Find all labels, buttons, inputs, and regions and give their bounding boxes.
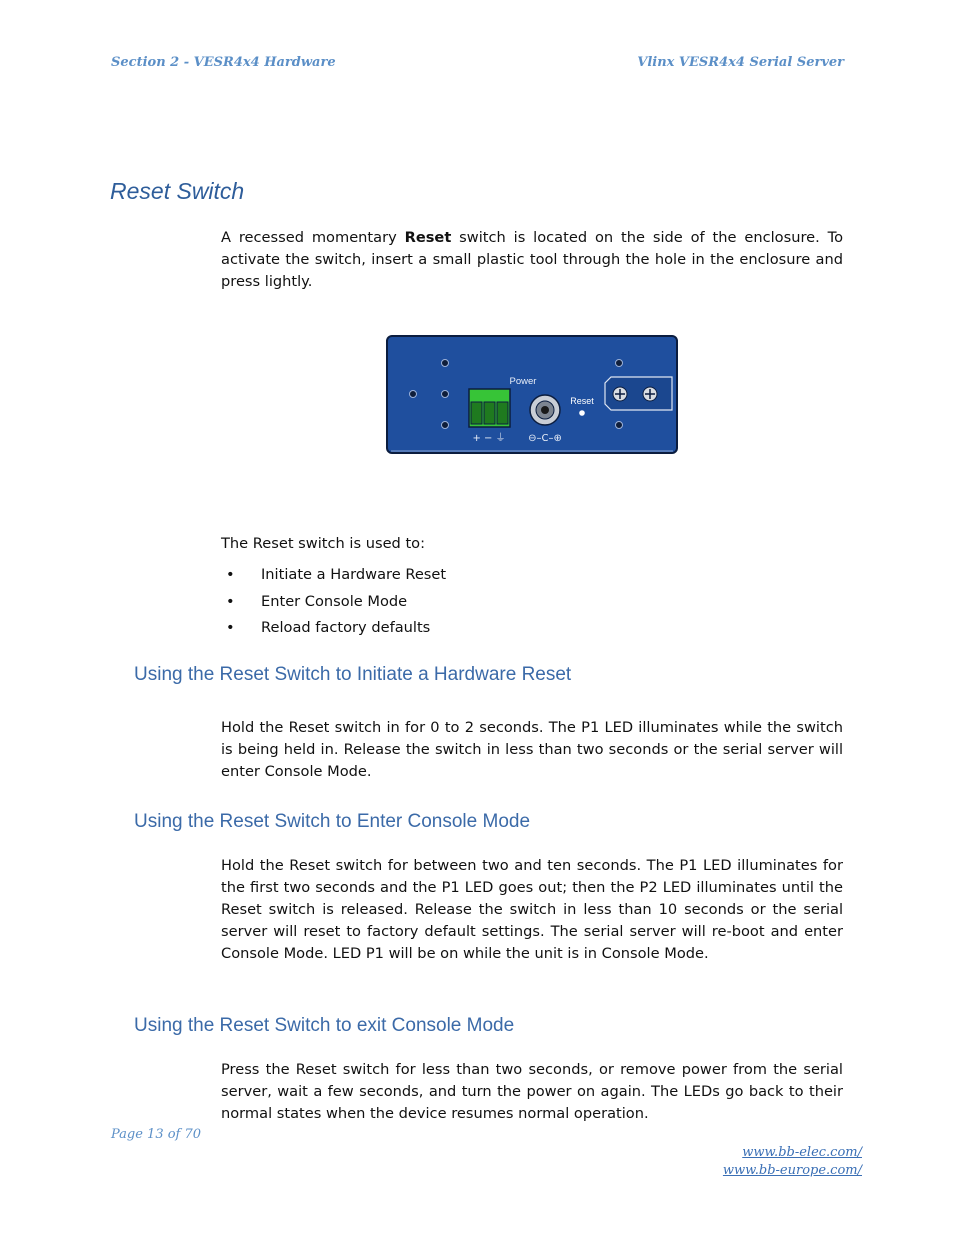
bullet-icon: •: [226, 619, 235, 636]
section-title: Reset Switch: [110, 178, 245, 204]
device-panel-figure: [385, 334, 679, 456]
subsection-title-exit-console: Using the Reset Switch to exit Console Mode: [134, 1015, 515, 1036]
screw-icon: [442, 422, 449, 429]
list-item: • Initiate a Hardware Reset: [221, 563, 721, 590]
subsection-title-enter-console: Using the Reset Switch to Enter Console Mode: [134, 811, 531, 832]
subsection-title-hardware-reset: Using the Reset Switch to Initiate a Hardware Reset: [134, 664, 572, 685]
screw-icon: [442, 360, 449, 367]
intro-paragraph: [221, 227, 843, 293]
header-product-label: Vlinx VESR4x4 Serial Server: [637, 55, 844, 70]
screw-icon: [616, 360, 623, 367]
bullet-icon: •: [226, 566, 235, 583]
footer-link-bb-europe[interactable]: www.bb-europe.com/: [722, 1163, 862, 1178]
terminal-polarity-labels: + − ⏚: [472, 433, 506, 444]
uses-list: [221, 563, 721, 643]
screw-icon: [616, 422, 623, 429]
reset-hole-icon: [579, 410, 585, 416]
subsection-body-exit-console: Press the Reset switch for less than two seconds, or remove power from the serial server, wait a few seconds, and turn the power on again. The LEDs go back to their normal states when the device resumes normal operation.: [221, 1061, 843, 1122]
bullet-icon: •: [226, 592, 235, 610]
power-label: Power: [509, 376, 537, 387]
list-item: • Reload factory defaults: [221, 616, 721, 643]
footer-link-bb-elec[interactable]: www.bb-elec.com/: [742, 1145, 862, 1160]
header-section-label: Section 2 - VESR4x4 Hardware: [111, 55, 336, 70]
uses-intro: The Reset switch is used to:: [221, 535, 426, 552]
subsection-body-enter-console: Hold the Reset switch for between two and ten seconds. The P1 LED illuminates for the first two seconds and the P1 LED goes out; then the P2 LED illuminates until the Reset switch is released. Release the switch in less than 10 seconds or the serial server will reset to factory default settings. The serial server will re-boot and enter Console Mode. LED P1 will be on while the unit is in Console Mode.: [221, 857, 843, 962]
intro-text-start: A recessed momentary: [221, 229, 405, 246]
footer-page-number: Page 13 of 70: [111, 1127, 202, 1142]
screw-icon: [410, 391, 417, 398]
intro-bold-reset: Reset: [404, 229, 452, 246]
reset-label: Reset: [570, 396, 594, 406]
dc-polarity-symbol: ⊖–C–⊕: [528, 433, 562, 444]
intro-text-end: switch is located on the side of the enclosure. To activate the switch, insert a small plastic tool through the hole in the enclosure and press lightly.: [221, 229, 843, 290]
screw-icon: [442, 391, 449, 398]
subsection-body-hardware-reset: Hold the Reset switch in for 0 to 2 seconds. The P1 LED illuminates while the switch is being held in. Release the switch in less than two seconds or the serial server will enter Console Mode.: [221, 719, 843, 780]
list-item: • Enter Console Mode: [221, 590, 721, 617]
